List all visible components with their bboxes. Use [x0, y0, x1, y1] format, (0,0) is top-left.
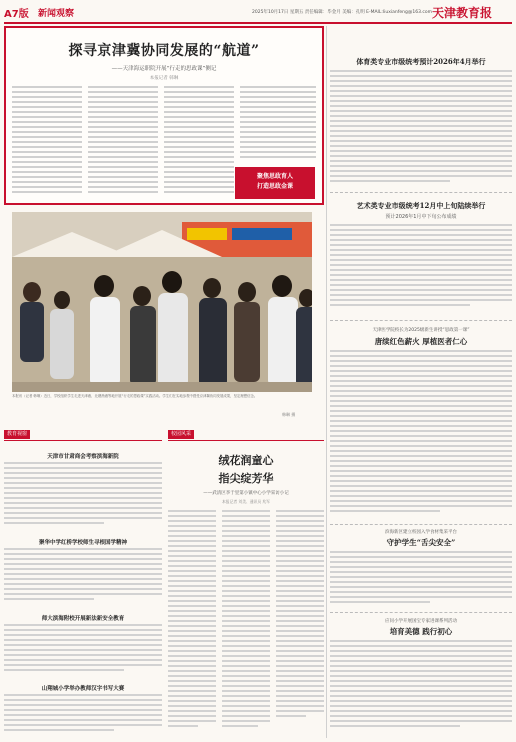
- article4-title: 守护学生“舌尖安全”: [386, 538, 456, 547]
- left-item4-title: 山翔城小学举办教师汉字书写大赛: [41, 686, 125, 692]
- section-tag-edu-window: 教育视窗: [4, 430, 30, 439]
- mid-byline: 本报记者 刘美、通讯员 兆军: [222, 499, 270, 504]
- photo-credit: 韩琳 摄: [282, 412, 296, 417]
- mid-title-line1: 绒花润童心: [218, 454, 274, 467]
- separator-4: [330, 612, 512, 614]
- separator-1: [330, 192, 512, 194]
- article5-body: [330, 640, 512, 736]
- section-rule-mid: [168, 440, 324, 441]
- left-item1-title: 天津市甘肃商会考察滨海新院: [47, 454, 119, 460]
- left-item2-title: 聚华中学红桥学校师生寻根国学精神: [38, 540, 127, 546]
- article5-title: 培育美德 践行初心: [389, 627, 453, 636]
- campus-crowd-illustration: [12, 212, 312, 392]
- photo-caption-text: 本报讯（记者 韩琳）近日，学校组织学生走进天津港、北塘渔港等地开展“行走的思政课”实践活动。学生们在实地参观中感受京津冀协同发展成果，坚定理想信念。: [12, 394, 258, 398]
- article1-title: 体育类专业市级统考預计2026年4月举行: [356, 57, 486, 66]
- feature-subtitle: ——天津海运职院开展“行走的思政课”侧记: [111, 66, 217, 72]
- mid-title-line2: 指尖绽芳华: [218, 472, 274, 485]
- issue-info: 2025年10月17日 星期五 责任编辑：毕金月 美编：孔明 E-MAIL:liuxianfeng@163.com: [252, 10, 432, 15]
- right-column: [330, 26, 512, 738]
- photo-caption: [12, 394, 312, 416]
- mid-subtitle: ——武清区李于里第小镇中心小学采访小记: [203, 491, 289, 496]
- separator-3: [330, 524, 512, 526]
- article3-body: [330, 350, 512, 522]
- lower-left-column: [4, 430, 162, 740]
- article3-kicker: 天津医学院校长为2025级新生讲授“思政第一课”: [372, 328, 470, 333]
- left-item3-body: [4, 624, 162, 684]
- page-number: A7版: [4, 9, 29, 20]
- stamp-line-2: 打造思政金课: [256, 183, 293, 190]
- article2-subtitle: 预计2026年1月中下旬公布成绩: [385, 214, 457, 220]
- stamp-line-1: 聚焦思政育人: [256, 173, 293, 180]
- section-tag-campus: 校园风采: [168, 430, 194, 439]
- left-item2-body: [4, 548, 162, 608]
- masthead: [0, 0, 516, 26]
- article3-title: 唐续红色薪火 厚植医者仁心: [374, 337, 468, 346]
- feature-byline: 本报记者 韩琳: [149, 76, 179, 81]
- article2-body: [330, 224, 512, 316]
- article1-body: [330, 70, 512, 188]
- mid-body: [168, 510, 324, 736]
- newspaper-logo: 天津教育报: [432, 6, 493, 20]
- left-item4-body: [4, 694, 162, 738]
- article2-title: 艺术类专业市级统考12月中上旬陆续举行: [356, 201, 486, 210]
- left-item3-title: 师大滨海附校开展新法新安全教育: [41, 616, 125, 622]
- column-divider: [326, 26, 327, 738]
- top-rule: [4, 22, 512, 24]
- lower-mid-column: [168, 430, 324, 740]
- separator-2: [330, 320, 512, 322]
- news-photo: [12, 212, 312, 392]
- feature-title: 探寻京津冀协同发展的“航道”: [68, 43, 260, 59]
- section-rule-left: [4, 440, 162, 441]
- article4-body: [330, 551, 512, 611]
- left-item1-body: [4, 462, 162, 532]
- article5-kicker: 应问小学开展国宝专家进课系列活动: [385, 619, 457, 624]
- article4-kicker: 滨海新区建立校园入学食材集采平台: [385, 530, 457, 535]
- feature-article: [4, 26, 324, 205]
- section-name: 新闻观察: [38, 9, 75, 19]
- feature-stamp: [235, 167, 315, 199]
